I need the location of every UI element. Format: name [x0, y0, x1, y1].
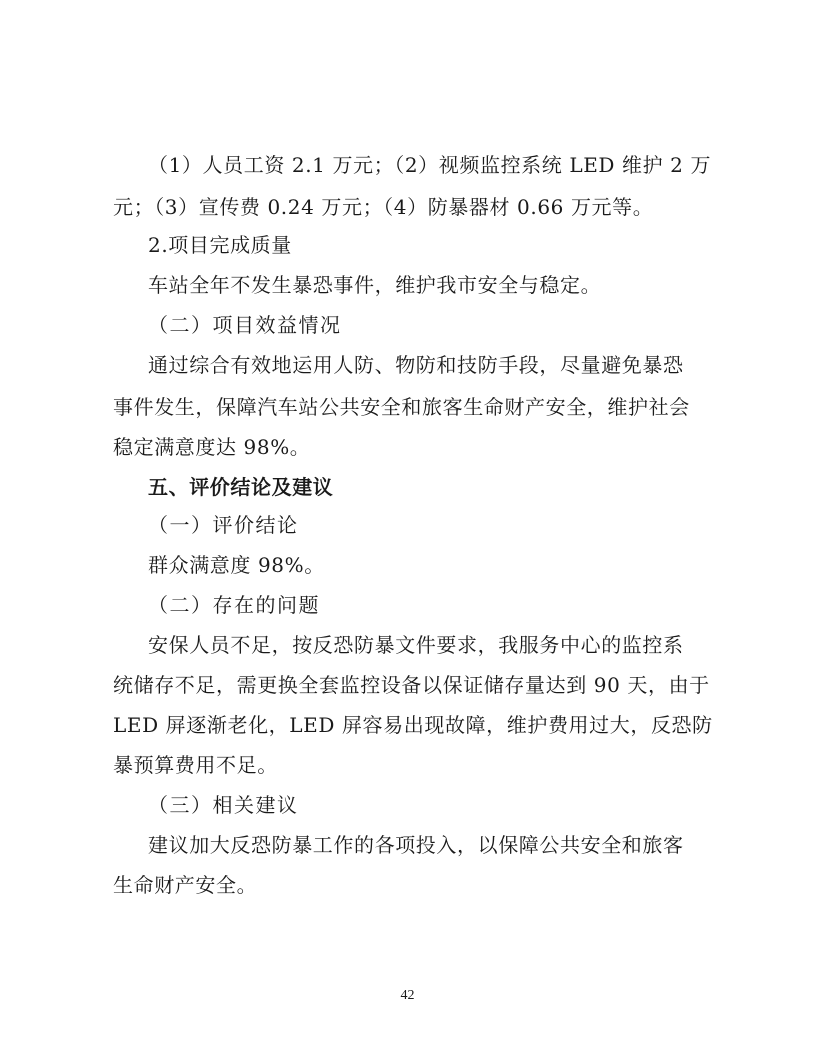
paragraph-line: LED 屏逐渐老化，LED 屏容易出现故障，维护费用过大，反恐防 [113, 713, 713, 737]
paragraph-line: 统储存不足，需更换全套监控设备以保证储存量达到 90 天，由于 [113, 673, 710, 697]
page-number: 42 [400, 988, 415, 1003]
section-subtitle: 2.项目完成质量 [148, 233, 292, 257]
paragraph-line: 生命财产安全。 [113, 873, 258, 897]
paragraph-line: 暴预算费用不足。 [113, 753, 278, 777]
paragraph-line: 建议加大反恐防暴工作的各项投入，以保障公共安全和旅客 [148, 833, 684, 857]
paragraph-line: 群众满意度 98%。 [148, 553, 325, 577]
paragraph-line: （1）人员工资 2.1 万元；（2）视频监控系统 LED 维护 2 万 [148, 153, 712, 177]
section-subtitle: （二）存在的问题 [148, 593, 320, 617]
paragraph-line: 稳定满意度达 98%。 [113, 435, 311, 459]
paragraph-line: 元；（3）宣传费 0.24 万元；（4）防暴器材 0.66 万元等。 [113, 195, 654, 219]
paragraph-line: 车站全年不发生暴恐事件，维护我市安全与稳定。 [148, 273, 602, 297]
section-subtitle: （三）相关建议 [148, 793, 299, 817]
paragraph-line: 事件发生，保障汽车站公共安全和旅客生命财产安全，维护社会 [113, 395, 690, 419]
section-heading: 五、评价结论及建议 [148, 475, 334, 499]
paragraph-line: 安保人员不足，按反恐防暴文件要求，我服务中心的监控系 [148, 633, 684, 657]
paragraph-line: 通过综合有效地运用人防、物防和技防手段，尽量避免暴恐 [148, 353, 684, 377]
section-subtitle: （二）项目效益情况 [148, 313, 342, 337]
section-subtitle: （一）评价结论 [148, 513, 299, 537]
